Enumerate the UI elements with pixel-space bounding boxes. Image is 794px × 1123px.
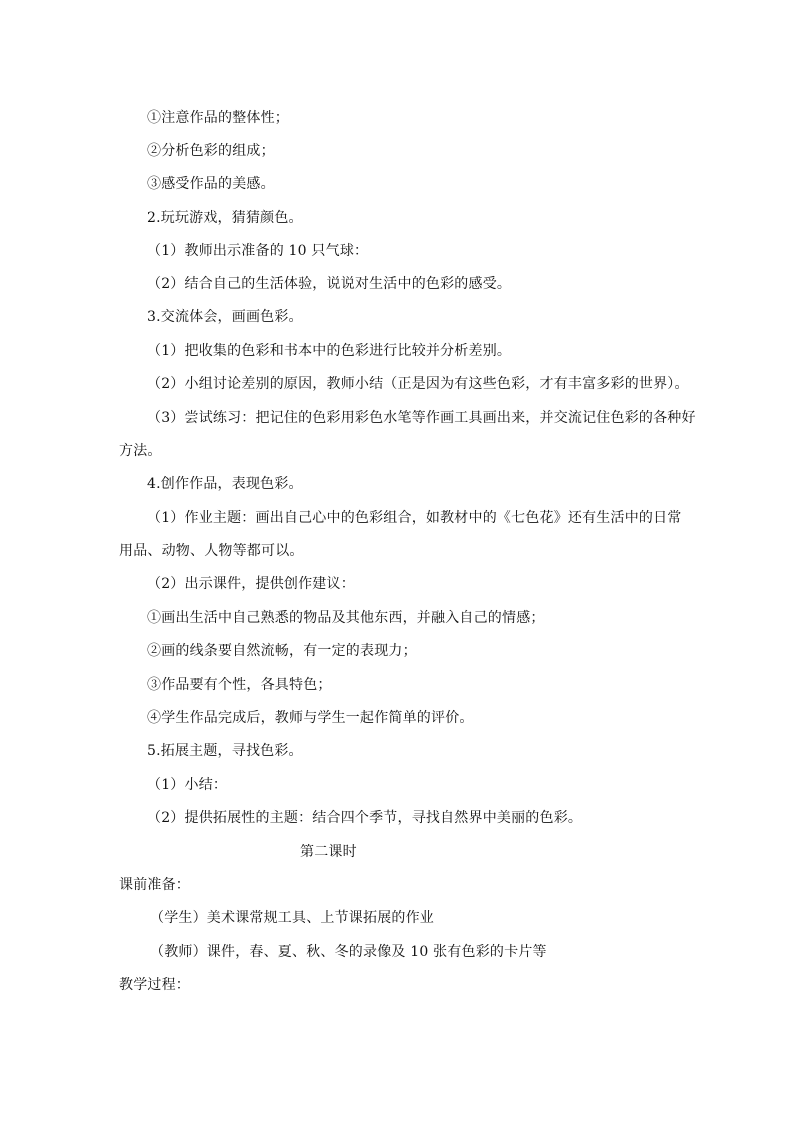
paragraph-step-2-2: （2）结合自己的生活体验，说说对生活中的色彩的感受。: [147, 276, 512, 292]
section-heading-2: 2.玩玩游戏，猜猜颜色。: [147, 210, 303, 226]
paragraph-step-3-3: （3）尝试练习：把记住的色彩用彩色水笔等作画工具画出来，并交流记住色彩的各种好: [147, 410, 696, 426]
list-item-suggestion-1: ①画出生活中自己熟悉的物品及其他东西，并融入自己的情感；: [147, 610, 545, 626]
list-item-analyze-color: ②分析色彩的组成；: [147, 143, 275, 159]
paragraph-step-5-1: （1）小结：: [147, 777, 228, 793]
paragraph-step-3-2: （2）小组讨论差别的原因，教师小结（正是因为有这些色彩，才有丰富多彩的世界）。: [147, 376, 689, 392]
list-item-suggestion-4: ④学生作品完成后，教师与学生一起作简单的评价。: [147, 710, 474, 726]
paragraph-step-3-3-cont: 方法。: [119, 443, 162, 459]
paragraph-step-4-2: （2）出示课件，提供创作建议：: [147, 576, 355, 592]
paragraph-step-4-1-cont: 用品、动物、人物等都可以。: [119, 543, 304, 559]
preparation-students: （学生）美术课常规工具、上节课拓展的作业: [150, 910, 434, 926]
list-item-attention-wholeness: ①注意作品的整体性；: [147, 110, 289, 126]
section-heading-5: 5.拓展主题，寻找色彩。: [147, 743, 303, 759]
section-heading-4: 4.创作作品，表现色彩。: [147, 476, 303, 492]
heading-teaching-process: 教学过程：: [119, 977, 190, 993]
heading-preparation: 课前准备：: [119, 877, 190, 893]
list-item-suggestion-3: ③作品要有个性，各具特色；: [147, 677, 332, 693]
section-heading-3: 3.交流体会，画画色彩。: [147, 309, 303, 325]
list-item-suggestion-2: ②画的线条要自然流畅，有一定的表现力；: [147, 643, 417, 659]
preparation-teacher: （教师）课件，春、夏、秋、冬的录像及 10 张有色彩的卡片等: [150, 944, 547, 960]
paragraph-step-3-1: （1）把收集的色彩和书本中的色彩进行比较并分析差别。: [147, 343, 512, 359]
paragraph-step-5-2: （2）提供拓展性的主题：结合四个季节，寻找自然界中美丽的色彩。: [147, 810, 583, 826]
list-item-feel-beauty: ③感受作品的美感。: [147, 176, 275, 192]
lesson-title-second: 第二课时: [300, 844, 357, 860]
paragraph-step-2-1: （1）教师出示准备的 10 只气球：: [147, 243, 369, 259]
paragraph-step-4-1: （1）作业主题：画出自己心中的色彩组合，如教材中的《七色花》还有生活中的日常: [147, 510, 682, 526]
